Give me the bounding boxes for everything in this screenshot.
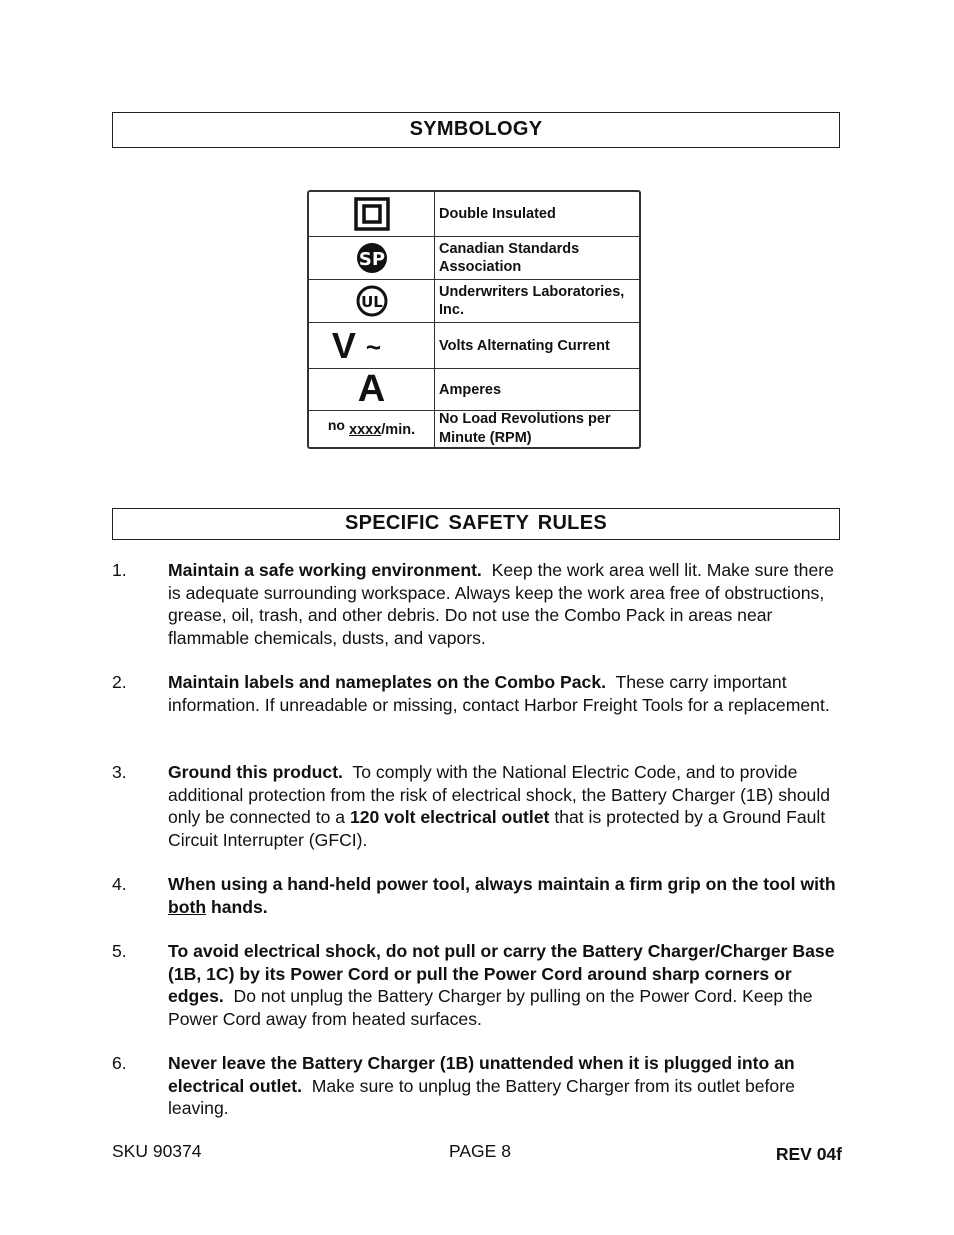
symbol-description: Amperes <box>439 381 502 398</box>
symbol-row <box>309 323 639 369</box>
amperes-symbol: A <box>357 368 386 410</box>
page-number: PAGE 8 <box>449 1141 511 1161</box>
rule-item: 3. Ground this product. To comply with the National Electric Code, and to provide additional protection from the risk of electrical shock, the Battery Charger (1B) should only be connected to a 120 volt electrical outlet that is protected by a Ground Fault Circuit Interrupter (GFCI). <box>112 762 831 850</box>
symbol-row <box>309 192 639 237</box>
symbol-row <box>309 280 639 323</box>
double-insulated-icon <box>354 197 390 231</box>
symbol-description: Volts Alternating Current <box>439 337 610 354</box>
rule-item: 6. Never leave the Battery Charger (1B) unattended when it is plugged into an electrical outlet. Make sure to unplug the Battery Charger from its outlet before leaving. <box>112 1053 795 1119</box>
svg-text:SP: SP <box>358 249 385 270</box>
sku-label: SKU 90374 <box>112 1141 202 1161</box>
rule-number: 3. <box>112 762 127 782</box>
rule-number: 4. <box>112 874 127 894</box>
rule-number: 5. <box>112 941 127 961</box>
rule-number: 1. <box>112 560 127 580</box>
rule-item: 1. Maintain a safe working environment. Keep the work area well lit. Make sure there is adequate surrounding workspace. Always keep the work area free of obstructions, grease, oil, trash, and other debris. Do not use the Combo Pack in areas near flammable chemicals, dusts, and vapors. <box>112 560 834 648</box>
symbol-row <box>309 369 639 411</box>
svg-text:UL: UL <box>360 293 383 311</box>
symbol-row <box>309 411 639 447</box>
rule-item: 2. Maintain labels and nameplates on the Combo Pack. These carry important information. If unreadable or missing, contact Harbor Freight Tools for a replacement. <box>112 672 830 715</box>
rule-number: 6. <box>112 1053 127 1073</box>
symbol-description: No Load Revolutions per Minute (RPM) <box>439 411 611 446</box>
revision-label: REV 04f <box>775 1144 842 1164</box>
ul-icon <box>355 284 389 318</box>
symbol-description: Canadian Standards Association <box>439 241 580 275</box>
rule-item: 5. To avoid electrical shock, do not pull or carry the Battery Charger/Charger Base (1B, 1C) by its Power Cord or pull the Power Cord around sharp corners or edges. Do not unplug the Battery Charger by pulling on the Power Cord. Keep the Power Cord away from heated surfaces. <box>112 941 835 1029</box>
volts-symbol: V <box>331 324 356 366</box>
symbology-table <box>307 190 641 449</box>
rpm-symbol: $^{no}$ xxxx/min. <box>327 416 416 438</box>
symbol-description: Underwriters Laboratories, Inc. <box>439 284 625 318</box>
rule-number: 2. <box>112 672 127 692</box>
symbol-description: Double Insulated <box>439 206 556 222</box>
rule-item: 4. When using a hand-held power tool, always maintain a firm grip on the tool with both hands. <box>112 874 836 917</box>
symbology-heading: SYMBOLOGY <box>112 112 840 148</box>
symbol-row <box>309 237 639 280</box>
safety-rules-heading: SPECIFIC SAFETY RULES <box>112 508 840 540</box>
csa-icon <box>355 241 389 275</box>
alternating-current-symbol: ~ <box>365 332 382 362</box>
